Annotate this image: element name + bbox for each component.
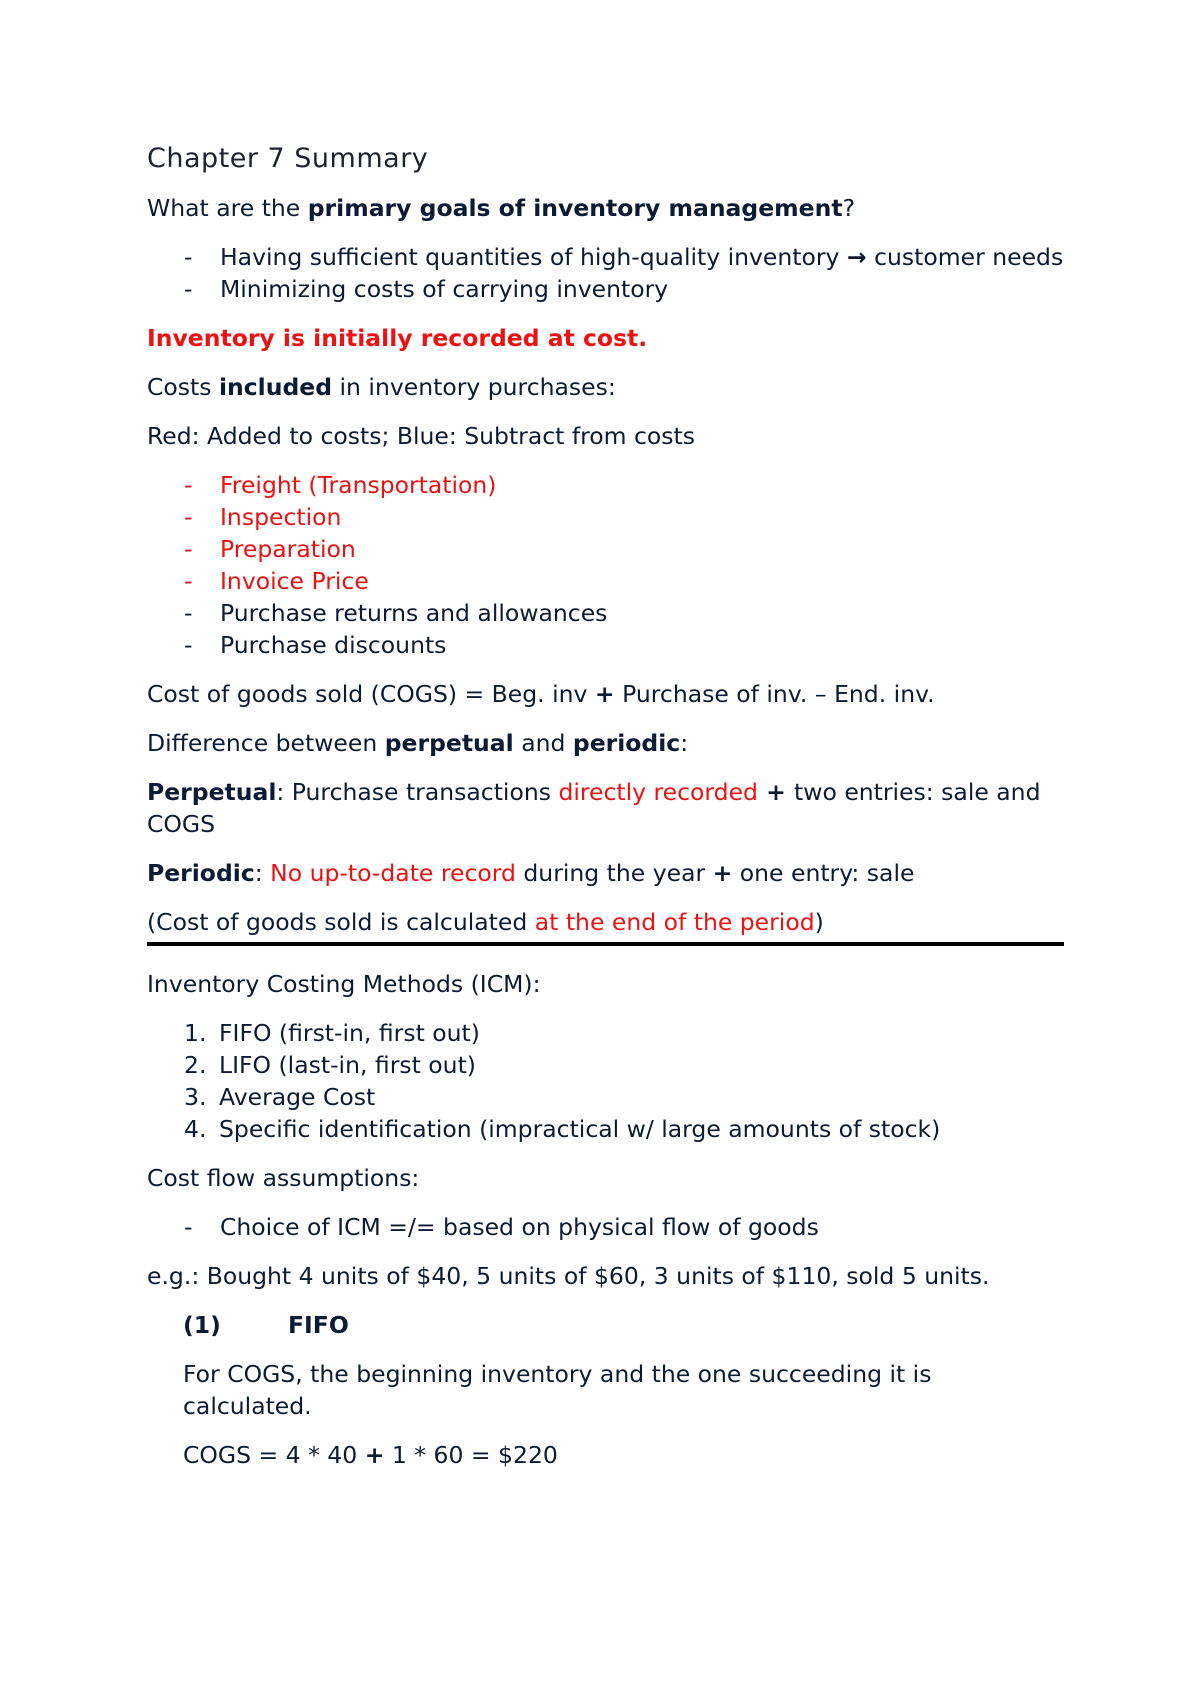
text: customer needs	[866, 243, 1064, 271]
text: Specific identification (impractical w/ large amounts of stock)	[219, 1115, 941, 1143]
difference-heading	[147, 727, 1067, 759]
item-number: 4.	[184, 1115, 207, 1143]
cost-flow-list	[147, 1211, 1067, 1243]
list-item-subtracted: - Purchase returns and allowances	[147, 597, 1067, 629]
item-number: 3.	[184, 1083, 207, 1111]
list-item-subtracted: - Purchase discounts	[147, 629, 1067, 661]
text: in inventory purchases:	[332, 373, 616, 401]
color-legend: Red: Added to costs; Blue: Subtract from costs	[147, 422, 695, 450]
emphasis: perpetual	[384, 729, 514, 757]
page-title: Chapter 7 Summary	[147, 143, 429, 174]
section-divider	[147, 942, 1064, 946]
plus-sign: +	[757, 778, 795, 806]
text: (Cost of goods sold is calculated	[147, 908, 535, 936]
section-number: (1)	[183, 1311, 221, 1339]
text: FIFO (first-in, first out)	[219, 1019, 480, 1047]
list-item-added: - Freight (Transportation)	[147, 469, 1067, 501]
icm-methods-list	[147, 1017, 1067, 1145]
document-content	[147, 143, 1067, 1488]
cost-items-list	[147, 469, 1067, 661]
highlight: No up-to-date record	[270, 859, 516, 887]
text: Cost of goods sold (COGS) = Beg. inv	[147, 680, 595, 708]
goals-list	[147, 241, 1067, 305]
text: )	[814, 908, 824, 936]
list-item	[147, 1081, 1067, 1113]
section-label: FIFO	[288, 1311, 349, 1339]
plus-sign: +	[594, 680, 615, 708]
perpetual-definition	[147, 776, 1067, 840]
emphasis: primary goals of inventory management	[307, 194, 843, 222]
text: :	[254, 859, 271, 887]
text: What are the	[147, 194, 308, 222]
goals-question	[147, 192, 1067, 224]
list-item	[147, 241, 1067, 273]
text: Average Cost	[219, 1083, 376, 1111]
fifo-description: For COGS, the beginning inventory and the one succeeding it is calculated.	[183, 1360, 932, 1420]
text: LIFO (last-in, first out)	[219, 1051, 476, 1079]
item-number: 1.	[184, 1019, 207, 1047]
cogs-formula	[147, 678, 1067, 710]
cogs-calculated-note	[147, 906, 1067, 938]
arrow-right-icon: →	[846, 243, 867, 271]
term: Periodic	[147, 859, 255, 887]
icm-heading: Inventory Costing Methods (ICM):	[147, 970, 541, 998]
emphasis: periodic	[572, 729, 681, 757]
list-item	[147, 1017, 1067, 1049]
fifo-calculation	[183, 1439, 1067, 1471]
text: two entries: sale and COGS	[147, 778, 1041, 838]
text: : Purchase transactions	[276, 778, 559, 806]
highlight: directly recorded	[558, 778, 758, 806]
text: Purchase of inv. – End. inv.	[614, 680, 935, 708]
cost-flow-heading: Cost flow assumptions:	[147, 1164, 420, 1192]
plus-sign: +	[364, 1441, 385, 1469]
text: one entry: sale	[732, 859, 915, 887]
item-number: 2.	[184, 1051, 207, 1079]
list-item	[147, 1049, 1067, 1081]
plus-sign: +	[712, 859, 733, 887]
text: Difference between	[147, 729, 385, 757]
list-item-added: - Invoice Price	[147, 565, 1067, 597]
text: :	[680, 729, 689, 757]
list-item: - Minimizing costs of carrying inventory	[147, 273, 1067, 305]
costs-included-heading	[147, 371, 1067, 403]
list-item-added: - Preparation	[147, 533, 1067, 565]
text: during the year	[515, 859, 713, 887]
text: ?	[842, 194, 856, 222]
list-item	[147, 1113, 1067, 1145]
text: COGS = 4 * 40	[183, 1441, 365, 1469]
term: Perpetual	[147, 778, 277, 806]
periodic-definition	[147, 857, 1067, 889]
text: and	[513, 729, 573, 757]
fifo-section	[147, 1309, 1067, 1471]
list-item-added: - Inspection	[147, 501, 1067, 533]
text: Having sufficient quantities of high-quality inventory	[220, 243, 847, 271]
text: 1 * 60 = $220	[384, 1441, 558, 1469]
highlight: at the end of the period	[534, 908, 815, 936]
fifo-heading	[183, 1309, 1067, 1341]
example-text: e.g.: Bought 4 units of $40, 5 units of $60, 3 units of $110, sold 5 units.	[147, 1262, 990, 1290]
list-item: - Choice of ICM =/= based on physical flow of goods	[147, 1211, 1067, 1243]
emphasis: included	[218, 373, 333, 401]
initial-cost-statement: Inventory is initially recorded at cost.	[147, 324, 648, 352]
text: Costs	[147, 373, 219, 401]
